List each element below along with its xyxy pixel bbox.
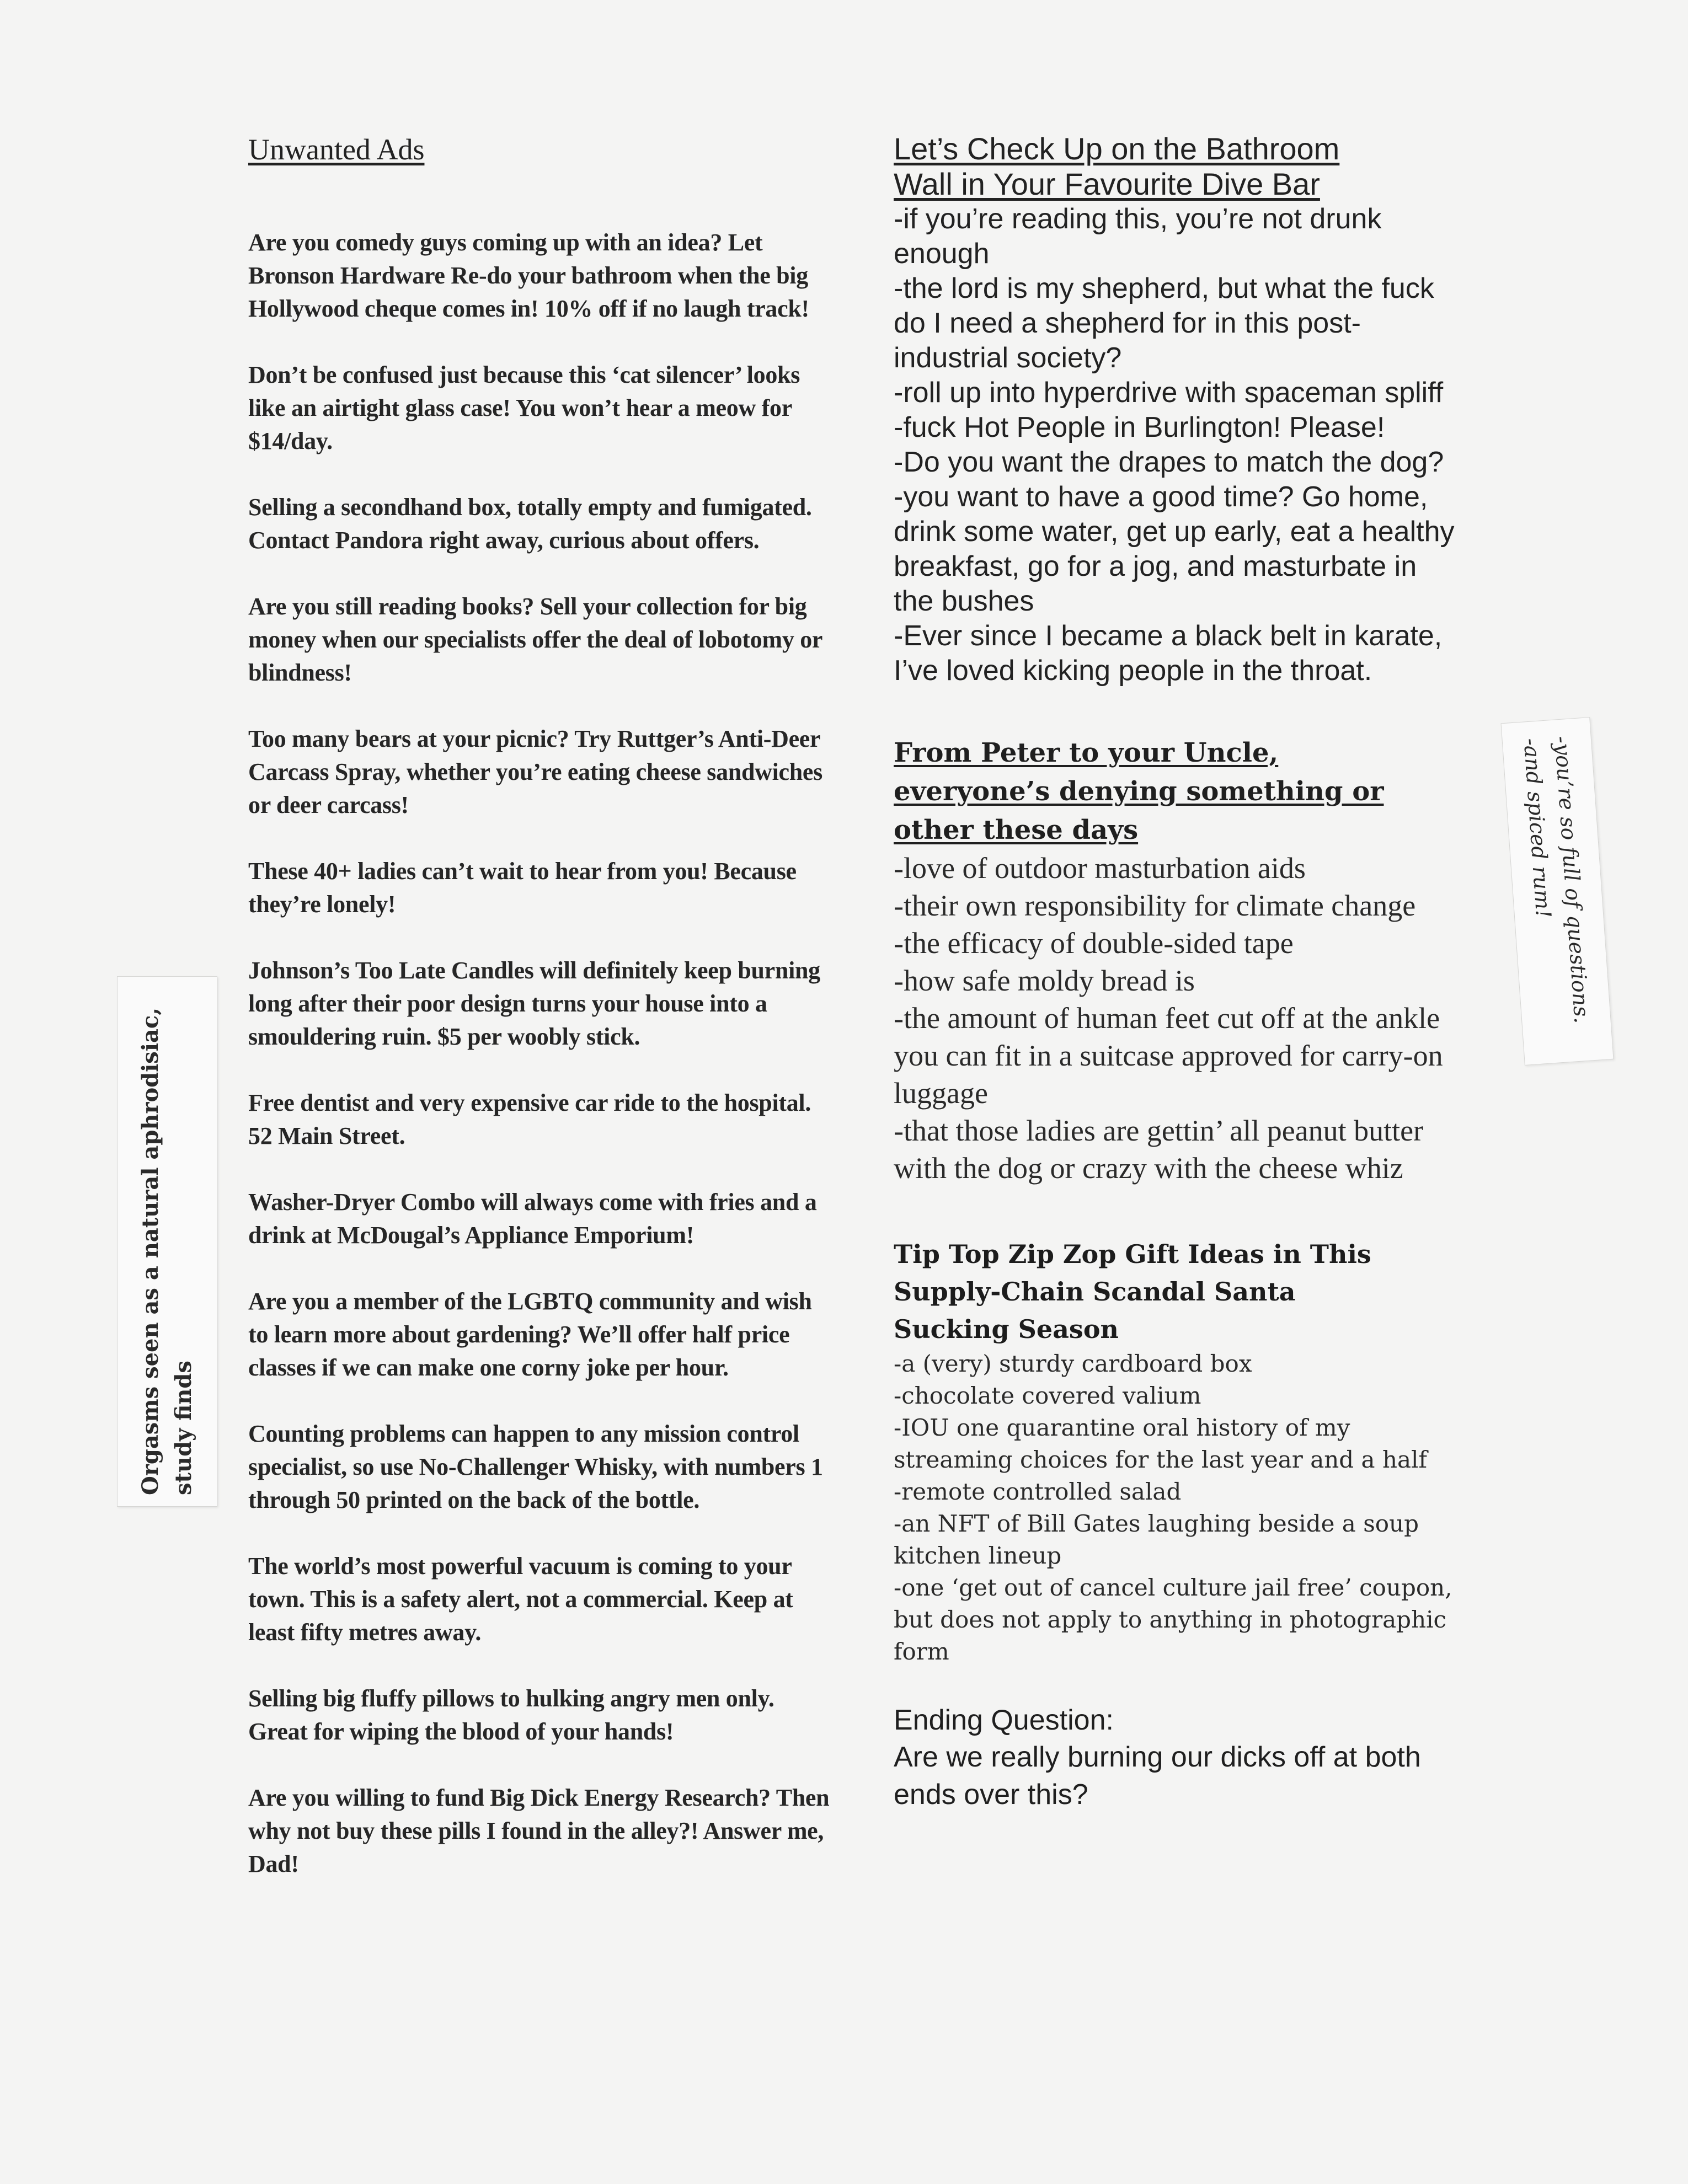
denial-item: -how safe moldy bread is	[894, 964, 1195, 997]
denying-title-line: other these days	[894, 815, 1139, 845]
bathroom-wall-section	[894, 131, 1462, 688]
graffiti-line: -if you’re reading this, you’re not drunk enough	[894, 203, 1382, 270]
bathroom-wall-title	[894, 131, 1462, 202]
denying-title	[894, 734, 1462, 849]
unwanted-ads-column	[248, 132, 833, 1914]
ending-heading: Ending Question:	[894, 1704, 1114, 1736]
pasted-strip-left	[117, 976, 217, 1507]
bathroom-wall-title-line: Wall in Your Favourite Dive Bar	[894, 167, 1320, 201]
ad-item: Selling a secondhand box, totally empty and fumigated. Contact Pandora right away, curious about offers.	[248, 494, 812, 554]
graffiti-line: -you want to have a good time? Go home, drink some water, get up early, eat a healthy breakfast, go for a jog, and masturbate in the bushes	[894, 481, 1455, 617]
graffiti-line: -Do you want the drapes to match the dog?	[894, 446, 1444, 478]
ad-item: Counting problems can happen to any mission control specialist, so use No-Challenger Whisky, with numbers 1 through 50 printed on the back of the bottle.	[248, 1420, 823, 1513]
denying-section	[894, 734, 1462, 1187]
ending-section	[894, 1702, 1462, 1813]
gift-ideas-title-line: Tip Top Zip Zop Gift Ideas in This	[894, 1239, 1371, 1269]
denial-item: -their own responsibility for climate change	[894, 889, 1416, 922]
gift-ideas-title-line: Supply-Chain Scandal Santa	[894, 1277, 1296, 1307]
strip-left-text	[134, 988, 200, 1495]
gift-item: -remote controlled salad	[894, 1478, 1182, 1505]
ad-item: Free dentist and very expensive car ride to the hospital. 52 Main Street.	[248, 1089, 811, 1149]
strip-left-line: Orgasms seen as a natural aphrodisiac,	[137, 1007, 163, 1495]
gift-ideas-title	[894, 1235, 1462, 1348]
strip-right-line: -you’re so full of questions.	[1550, 735, 1594, 1025]
ad-item: The world’s most powerful vacuum is coming to your town. This is a safety alert, not a commercial. Keep at least fifty metres away.	[248, 1553, 793, 1646]
ad-item: Washer-Dryer Combo will always come with fries and a drink at McDougal’s Appliance Emporium!	[248, 1189, 817, 1249]
ad-item: Too many bears at your picnic? Try Ruttger’s Anti-Deer Carcass Spray, whether you’re eating cheese sandwiches or deer carcass!	[248, 725, 822, 818]
gift-ideas-section	[894, 1235, 1462, 1668]
denial-item: -that those ladies are gettin’ all peanut butter with the dog or crazy with the cheese whiz	[894, 1114, 1424, 1185]
gift-ideas-title-line: Sucking Season	[894, 1314, 1119, 1344]
ending-question: Are we really burning our dicks off at both ends over this?	[894, 1741, 1421, 1811]
right-column	[894, 131, 1462, 1813]
bathroom-wall-title-line: Let’s Check Up on the Bathroom	[894, 131, 1340, 166]
ad-item: These 40+ ladies can’t wait to hear from you! Because they’re lonely!	[248, 858, 797, 918]
gift-item: -one ‘get out of cancel culture jail free’ coupon, but does not apply to anything in photographic form	[894, 1574, 1452, 1665]
strip-right-text	[1516, 735, 1599, 1047]
graffiti-line: -Ever since I became a black belt in karate, I’ve loved kicking people in the throat.	[894, 620, 1443, 687]
graffiti-line: -the lord is my shepherd, but what the fuck do I need a shepherd for in this post-industrial society?	[894, 272, 1434, 374]
unwanted-ads-title: Unwanted Ads	[248, 133, 425, 166]
graffiti-line: -roll up into hyperdrive with spaceman spliff	[894, 377, 1444, 409]
denying-title-line: everyone’s denying something or	[894, 776, 1384, 807]
pasted-strip-right	[1501, 717, 1614, 1066]
ad-item: Selling big fluffy pillows to hulking angry men only. Great for wiping the blood of your hands!	[248, 1685, 774, 1745]
gift-item: -an NFT of Bill Gates laughing beside a soup kitchen lineup	[894, 1510, 1419, 1569]
gift-item: -IOU one quarantine oral history of my streaming choices for the last year and a half	[894, 1414, 1428, 1473]
strip-left-line: study finds	[170, 1361, 196, 1495]
ad-item: Don’t be confused just because this ‘cat silencer’ looks like an airtight glass case! You won’t hear a meow for $14/day.	[248, 361, 800, 454]
denial-item: -the efficacy of double-sided tape	[894, 927, 1294, 960]
ad-item: Are you a member of the LGBTQ community and wish to learn more about gardening? We’ll offer half price classes if we can make one corny joke per hour.	[248, 1288, 812, 1381]
denial-item: -love of outdoor masturbation aids	[894, 852, 1306, 885]
denial-item: -the amount of human feet cut off at the ankle you can fit in a suitcase approved for carry-on luggage	[894, 1002, 1443, 1110]
gift-item: -chocolate covered valium	[894, 1382, 1201, 1409]
ad-item: Johnson’s Too Late Candles will definitely keep burning long after their poor design turns your house into a smouldering ruin. $5 per woobly stick.	[248, 957, 820, 1050]
strip-right-line: -and spiced rum!	[1519, 737, 1556, 919]
gift-item: -a (very) sturdy cardboard box	[894, 1350, 1252, 1377]
ad-item: Are you still reading books? Sell your collection for big money when our specialists offer the deal of lobotomy or blindness!	[248, 593, 822, 686]
denying-title-line: From Peter to your Uncle,	[894, 737, 1279, 768]
graffiti-line: -fuck Hot People in Burlington! Please!	[894, 411, 1385, 443]
ad-item: Are you comedy guys coming up with an idea? Let Bronson Hardware Re-do your bathroom when the big Hollywood cheque comes in! 10% off if no laugh track!	[248, 229, 809, 322]
ad-item: Are you willing to fund Big Dick Energy Research? Then why not buy these pills I found in the alley?! Answer me, Dad!	[248, 1784, 830, 1877]
